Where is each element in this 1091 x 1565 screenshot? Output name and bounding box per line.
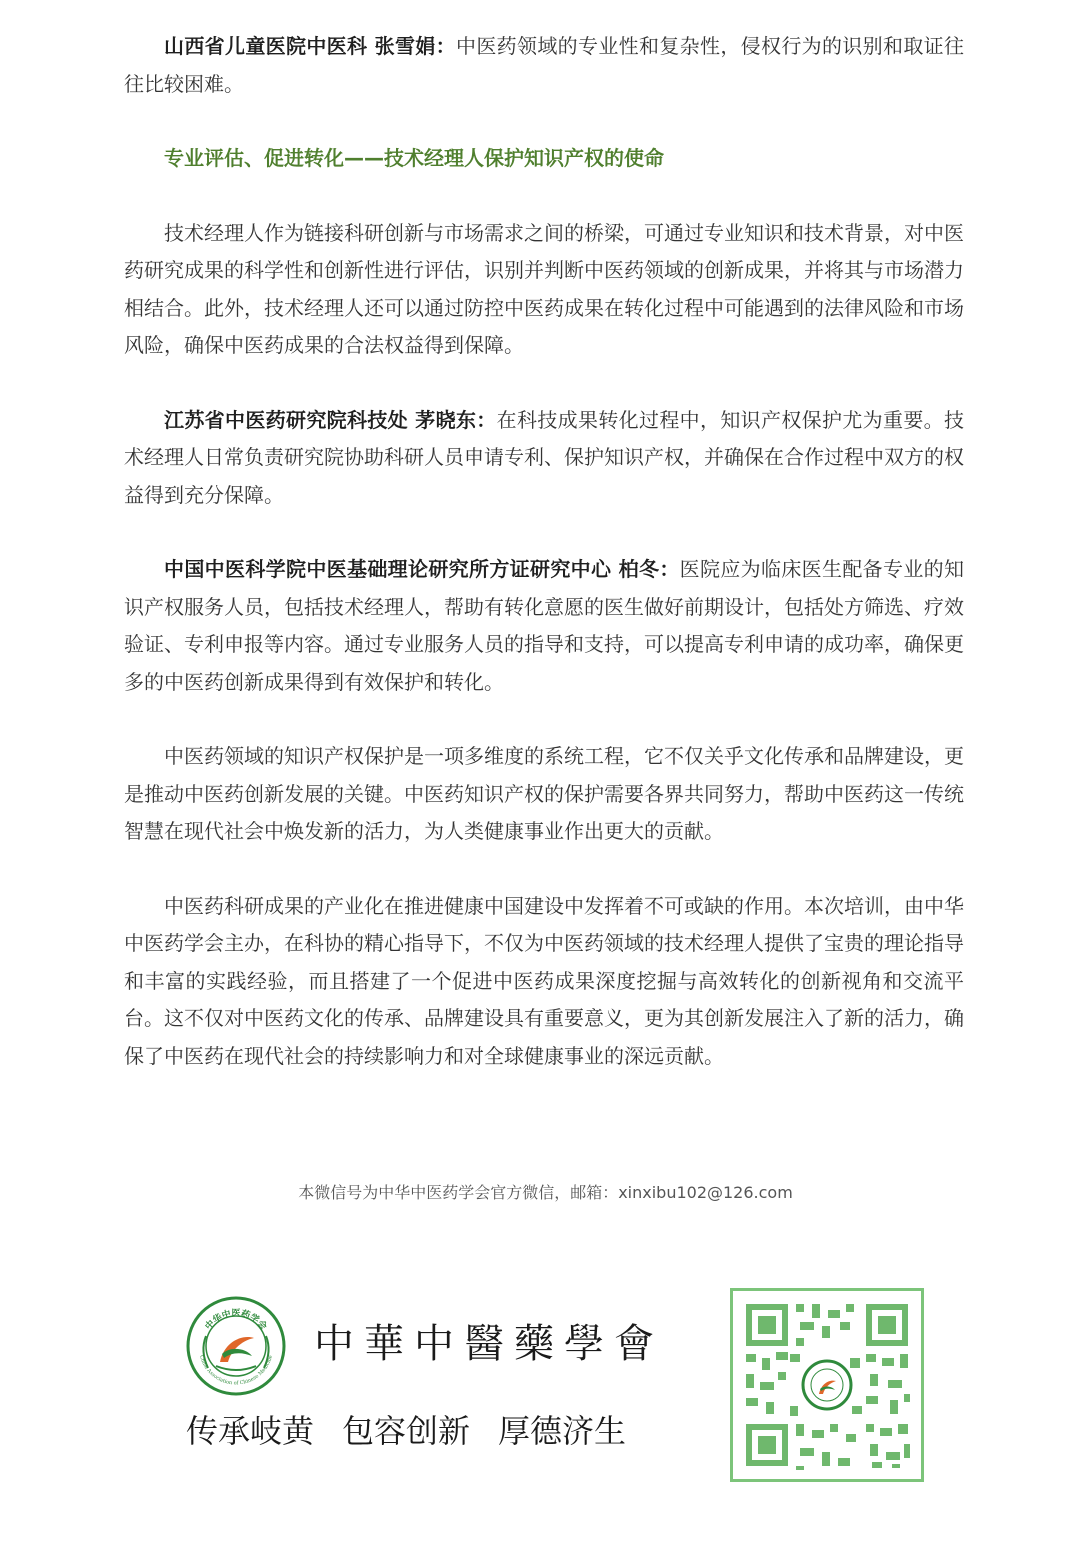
speaker-name: 中国中医科学院中医基础理论研究所方证研究中心 柏冬： — [164, 557, 680, 581]
article-body — [124, 28, 964, 1075]
paragraph-ip-protection — [124, 738, 964, 851]
section-heading: 专业评估、促进转化——技术经理人保护知识产权的使命 — [164, 146, 664, 170]
speaker-name: 江苏省中医药研究院科技处 茅晓东： — [164, 407, 497, 432]
paragraph-text: 技术经理人作为链接科研创新与市场需求之间的桥梁，可通过专业知识和技术背景，对中医药研究成果的科学性和创新性进行评估，识别并判断中医药领域的创新成果，并将其与市场潜力相结合。此外，技术经理人还可以通过防控中医药成果在转化过程中可能遇到的法律风险和市场风险，确保中医药成果的合法权益得到保障。 — [124, 220, 964, 357]
speaker-name: 山西省儿童医院中医科 张雪娟： — [164, 34, 456, 58]
emblem-icon — [186, 1296, 286, 1396]
emblem-side-text: China Association of Chinese Medicine — [197, 1354, 275, 1387]
slogan-part: 包容创新 — [342, 1412, 471, 1450]
paragraph-conclusion — [124, 888, 964, 1076]
association-logo — [186, 1290, 666, 1450]
slogan-part: 传承岐黄 — [186, 1412, 315, 1450]
slogan — [186, 1406, 626, 1452]
paragraph-mao — [124, 402, 964, 515]
paragraph-bai — [124, 551, 964, 701]
slogan-part: 厚德济生 — [498, 1412, 627, 1450]
qr-code-icon — [730, 1288, 924, 1482]
paragraph-text: 医院应为临床医生配备专业的知识产权服务人员，包括技术经理人，帮助有转化意愿的医生做好前期设计，包括处方筛选、疗效验证、专利申报等内容。通过专业服务人员的指导和支持，可以提高专利申请的成功率，确保更多的中医药创新成果得到有效保护和转化。 — [124, 557, 965, 694]
footer-note: 本微信号为中华中医药学会官方微信，邮箱：xinxibu102@126.com — [298, 1183, 793, 1202]
paragraph-text: 在科技成果转化过程中，知识产权保护尤为重要。技术经理人日常负责研究院协助科研人员申请专利、保护知识产权，并确保在合作过程中双方的权益得到充分保障。 — [124, 407, 965, 507]
emblem-top-text: 中华中医药学会 — [203, 1309, 269, 1333]
paragraph-text: 中医药科研成果的产业化在推进健康中国建设中发挥着不可或缺的作用。本次培训，由中华中医药学会主办，在科协的精心指导下，不仅为中医药领域的技术经理人提供了宝贵的理论指导和丰富的实践经验，而且搭建了一个促进中医药成果深度挖掘与高效转化的创新视角和交流平台。这不仅对中医药文化的传承、品牌建设具有重要意义，更为其创新发展注入了新的活力，确保了中医药在现代社会的持续影响力和对全球健康事业的深远贡献。 — [124, 893, 964, 1068]
paragraph-text: 中医药领域的知识产权保护是一项多维度的系统工程，它不仅关乎文化传承和品牌建设，更是推动中医药创新发展的关键。中医药知识产权的保护需要各界共同努力，帮助中医药这一传统智慧在现代社会中焕发新的活力，为人类健康事业作出更大的贡献。 — [124, 744, 964, 843]
paragraph-zhang — [124, 28, 964, 103]
paragraph-text: 中医药领域的专业性和复杂性，侵权行为的识别和取证往往比较困难。 — [124, 34, 965, 96]
organization-name: 中華中醫藥學會 — [314, 1321, 664, 1367]
paragraph-tech-manager — [124, 215, 964, 365]
